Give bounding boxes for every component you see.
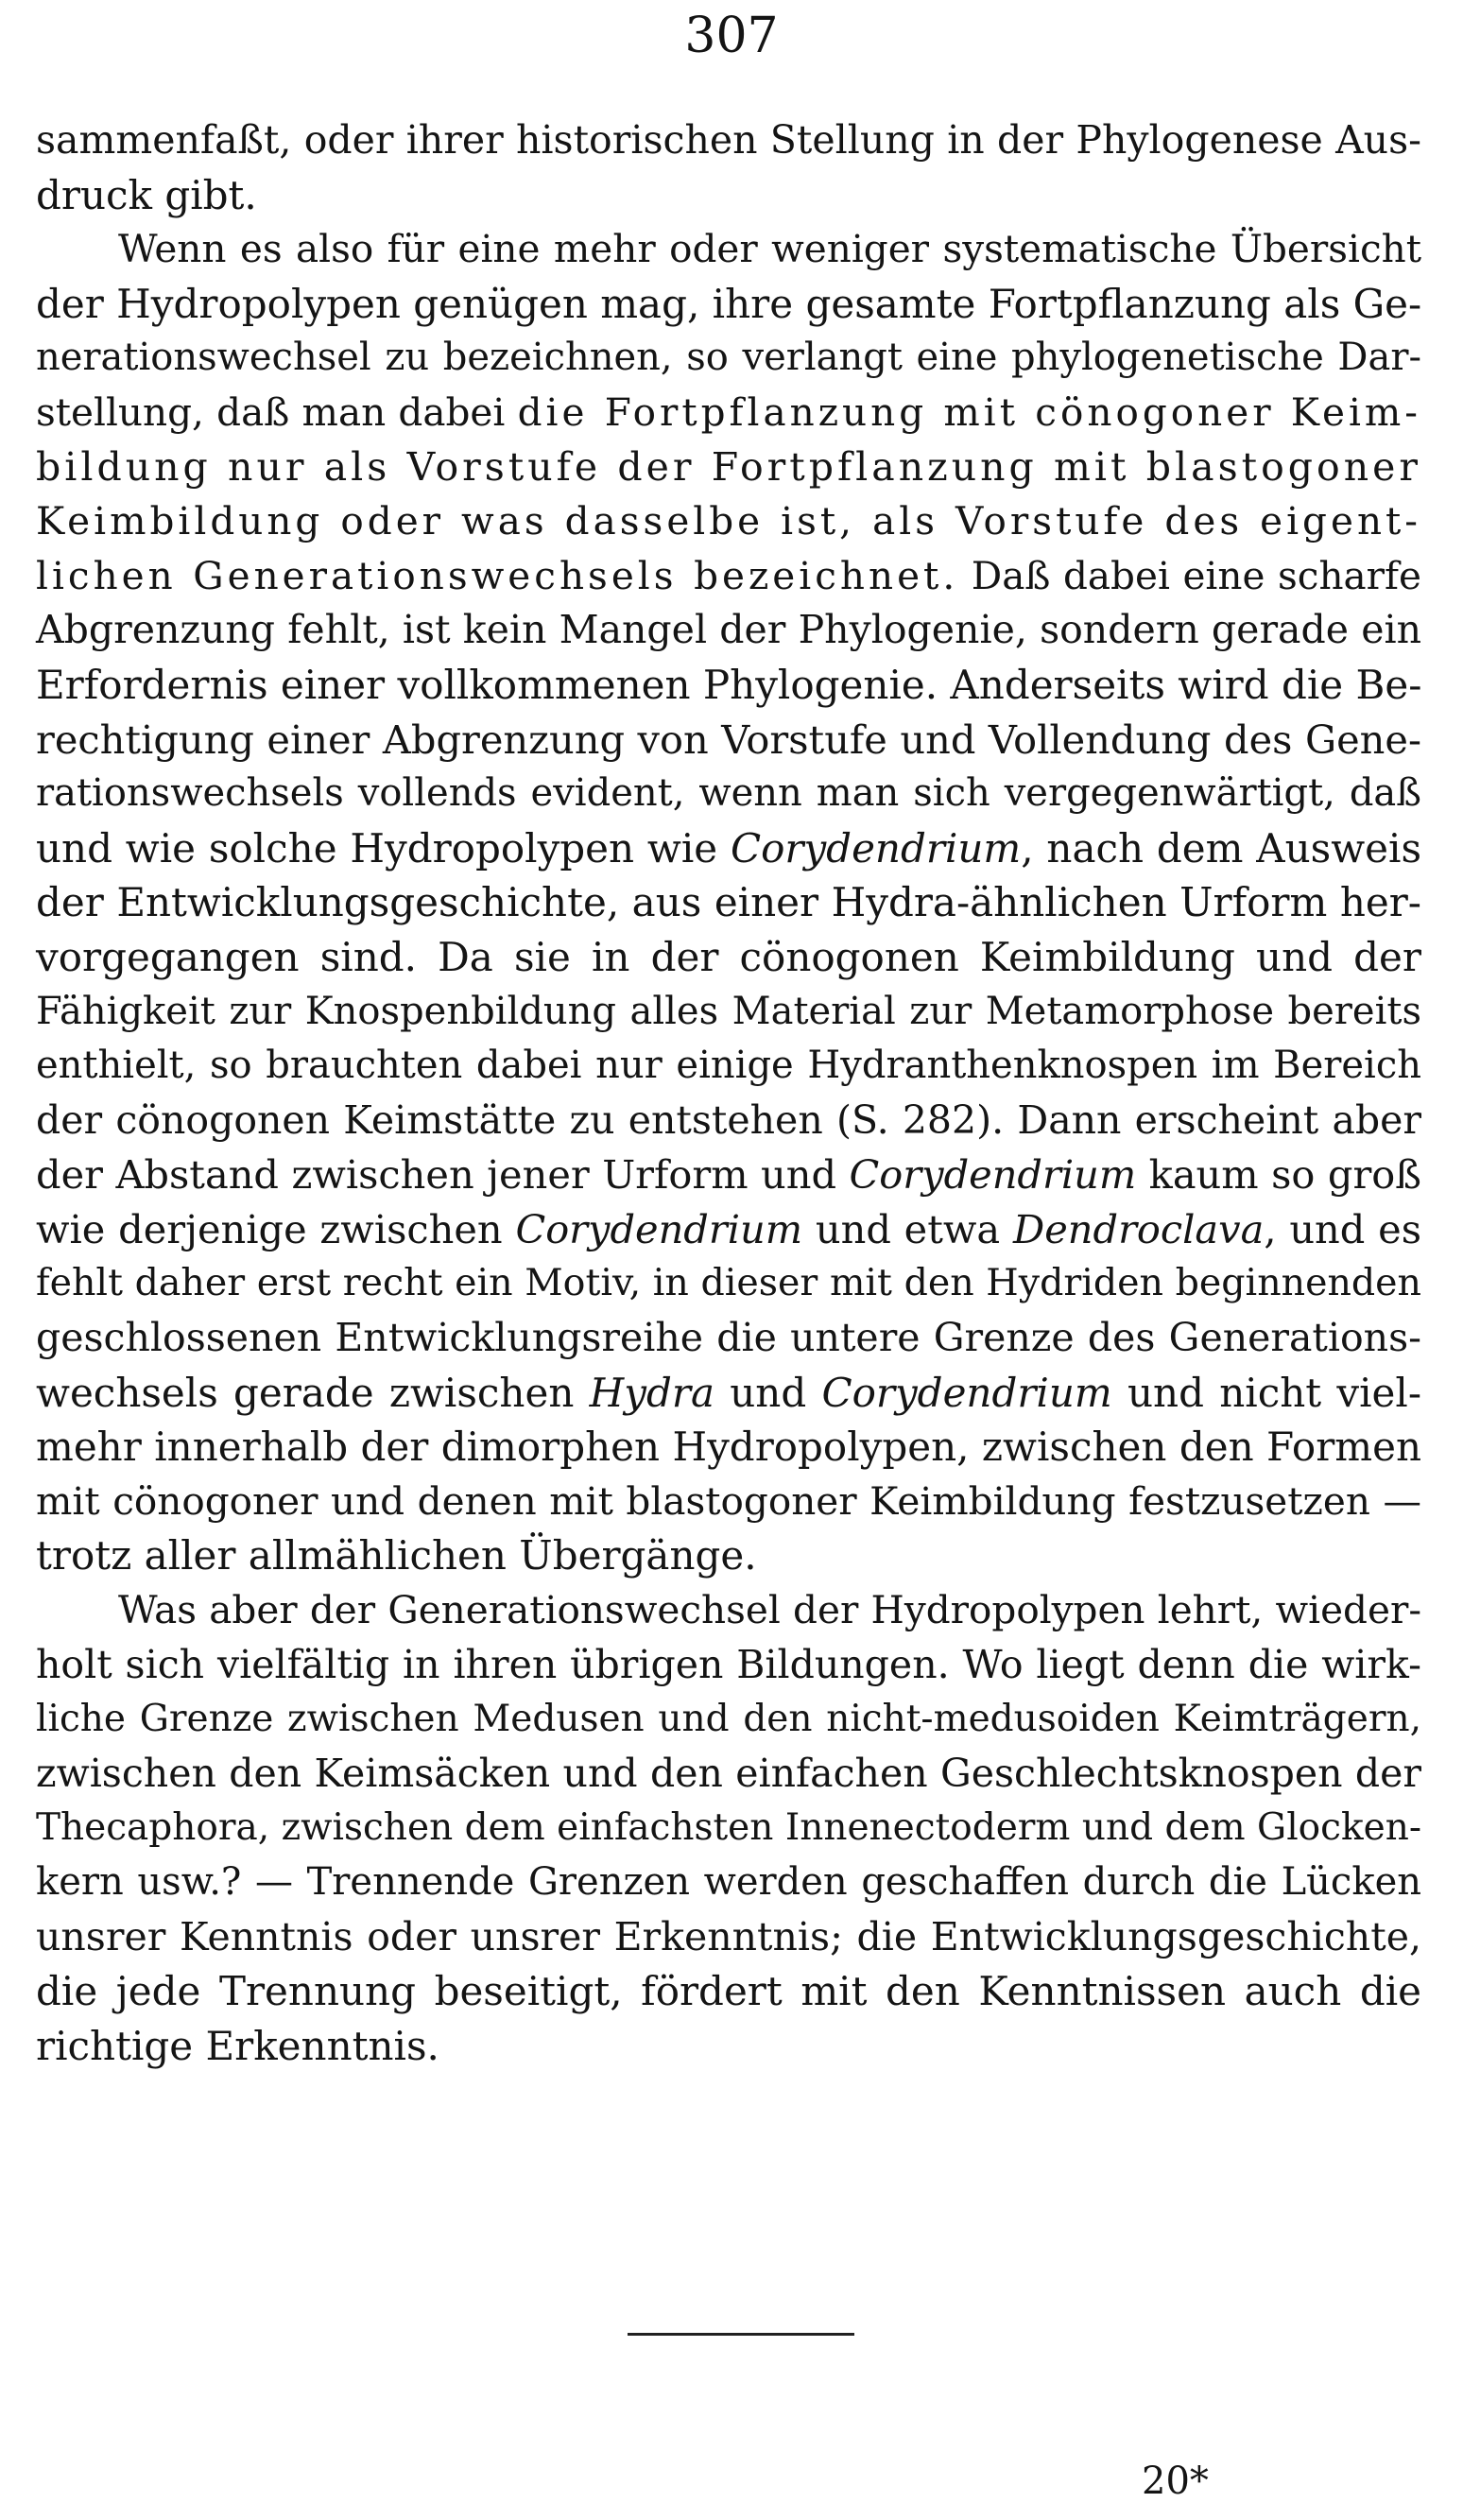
- text-line: [36, 1801, 1421, 1855]
- text-line: [36, 1420, 1421, 1475]
- text-segment: Thecaphora, zwischen dem einfachsten Innenectoderm und dem Glocken-: [36, 1806, 1421, 1850]
- text-segment: fehlt daher erst recht ein Motiv, in dieser mit den Hydriden beginnenden: [36, 1261, 1421, 1305]
- text-line: [36, 985, 1421, 1040]
- text-segment: trotz aller allmählichen Übergänge.: [36, 1532, 757, 1579]
- text-segment: Abgrenzung fehlt, ist kein Mangel der Phylogenie, sondern gerade ein: [36, 607, 1421, 653]
- italic-term: Corydendrium: [730, 824, 1022, 872]
- text-segment: mehr innerhalb der dimorphen Hydropolypen, zwischen den Formen: [36, 1424, 1421, 1471]
- text-segment: rationswechsels vollends evident, wenn man sich vergegenwärtigt, daß: [36, 771, 1421, 816]
- text-line: [36, 1747, 1421, 1802]
- text-line: [36, 1366, 1421, 1421]
- emphasized-text: Keimbildung oder was dasselbe ist, als Vorstufe des eigent-: [36, 498, 1421, 544]
- text-line: [36, 1311, 1421, 1366]
- emphasized-text: die Fortpflanzung mit cönogoner Keim-: [517, 388, 1421, 435]
- text-segment: der Abstand zwischen jener Urform und: [36, 1151, 850, 1199]
- text-segment: druck gibt.: [36, 171, 257, 218]
- page-number: 307: [684, 8, 779, 64]
- text-segment: rechtigung einer Abgrenzung von Vorstufe und Vollendung des Gene-: [36, 716, 1421, 763]
- text-line: [36, 549, 1421, 604]
- text-segment: wechsels gerade zwischen: [36, 1369, 590, 1416]
- text-line: [36, 658, 1421, 713]
- section-end-rule: [628, 2333, 854, 2336]
- text-line: [36, 1583, 1421, 1638]
- printer-signature: 20*: [1142, 2460, 1209, 2503]
- text-segment: , nach dem Ausweis: [1021, 824, 1421, 872]
- text-segment: richtige Erkenntnis.: [36, 2022, 439, 2069]
- text-segment: kaum so groß: [1136, 1151, 1421, 1199]
- text-line: [36, 1855, 1421, 1910]
- text-segment: und etwa: [802, 1205, 1013, 1252]
- text-segment: Was aber der Generationswechsel der Hydropolypen lehrt, wieder-: [118, 1587, 1421, 1633]
- text-segment: der Hydropolypen genügen mag, ihre gesamte Fortpflanzung als Ge-: [36, 280, 1422, 327]
- text-segment: Fähigkeit zur Knospenbildung alles Material zur Metamorphose bereits: [36, 989, 1421, 1033]
- text-segment: die jede Trennung beseitigt, fördert mit den Kenntnissen auch die: [36, 1968, 1421, 2015]
- text-line: [36, 1638, 1421, 1693]
- text-segment: enthielt, so brauchten dabei nur einige Hydranthenknospen im Bereich: [36, 1044, 1421, 1088]
- text-line: [36, 1202, 1421, 1257]
- text-segment: , und es: [1264, 1205, 1421, 1252]
- italic-term: Hydra: [589, 1369, 714, 1416]
- text-line: [36, 2019, 1421, 2074]
- text-line: [36, 277, 1421, 332]
- text-line: [36, 222, 1421, 277]
- emphasized-text: lichen Generationswechsels bezeichnet.: [36, 552, 959, 598]
- text-line: [36, 386, 1421, 440]
- text-segment: und nicht viel-: [1111, 1369, 1422, 1416]
- text-line: [36, 1039, 1421, 1094]
- italic-term: Dendroclava: [1012, 1205, 1265, 1252]
- italic-term: Corydendrium: [849, 1151, 1137, 1199]
- text-segment: der Entwicklungsgeschichte, aus einer Hydra-ähnlichen Urform her-: [36, 879, 1421, 926]
- text-segment: zwischen den Keimsäcken und den einfachen Geschlechtsknospen der: [36, 1750, 1421, 1796]
- text-line: [36, 1475, 1421, 1529]
- text-line: [36, 1910, 1421, 1965]
- text-line: [36, 767, 1421, 821]
- text-segment: liche Grenze zwischen Medusen und den nicht-medusoiden Keimträgern,: [36, 1698, 1421, 1741]
- text-line: [36, 930, 1421, 985]
- text-segment: der cönogonen Keimstätte zu entstehen (S. 282). Dann erscheint aber: [36, 1096, 1421, 1143]
- text-segment: vorgegangen sind. Da sie in der cönogonen Keimbildung und der: [36, 933, 1421, 980]
- text-segment: und wie solche Hydropolypen wie: [36, 824, 731, 872]
- text-line: [36, 603, 1421, 658]
- text-line: [36, 1148, 1421, 1202]
- text-segment: mit cönogoner und denen mit blastogoner Keimbildung festzusetzen —: [36, 1477, 1421, 1524]
- text-line: [36, 440, 1421, 495]
- body-text: [36, 113, 1421, 2073]
- text-segment: unsrer Kenntnis oder unsrer Erkenntnis; die Entwicklungsgeschichte,: [36, 1913, 1421, 1959]
- text-line: [36, 494, 1421, 549]
- text-line: [36, 821, 1421, 876]
- text-segment: stellung, daß man dabei: [36, 388, 518, 435]
- text-segment: kern usw.? — Trennende Grenzen werden geschaffen durch die Lücken: [36, 1860, 1421, 1904]
- text-line: [36, 875, 1421, 930]
- text-segment: Wenn es also für eine mehr oder weniger systematische Übersicht: [118, 226, 1421, 272]
- text-line: [36, 168, 1421, 223]
- italic-term: Corydendrium: [515, 1205, 803, 1252]
- text-segment: Erfordernis einer vollkommenen Phylogenie. Anderseits wird die Be-: [36, 661, 1422, 708]
- text-line: [36, 331, 1421, 386]
- text-segment: sammenfaßt, oder ihrer historischen Stellung in der Phylogenese Aus-: [36, 117, 1421, 163]
- text-line: [36, 113, 1421, 168]
- text-line: [36, 713, 1421, 768]
- text-line: [36, 1692, 1421, 1747]
- text-segment: geschlossenen Entwicklungsreihe die untere Grenze des Generations-: [36, 1315, 1421, 1361]
- text-line: [36, 1094, 1421, 1148]
- text-line: [36, 1256, 1421, 1311]
- text-segment: Daß dabei eine scharfe: [958, 552, 1421, 598]
- text-segment: wie derjenige zwischen: [36, 1205, 516, 1252]
- italic-term: Corydendrium: [821, 1369, 1112, 1416]
- text-segment: nerationswechsel zu bezeichnen, so verlangt eine phylogenetische Dar-: [36, 336, 1421, 380]
- text-segment: und: [714, 1369, 822, 1416]
- text-segment: holt sich vielfältig in ihren übrigen Bildungen. Wo liegt denn die wirk-: [36, 1641, 1421, 1687]
- emphasized-text: bildung nur als Vorstufe der Fortpflanzung mit blastogoner: [36, 443, 1421, 490]
- text-line: [36, 1964, 1421, 2019]
- text-line: [36, 1528, 1421, 1583]
